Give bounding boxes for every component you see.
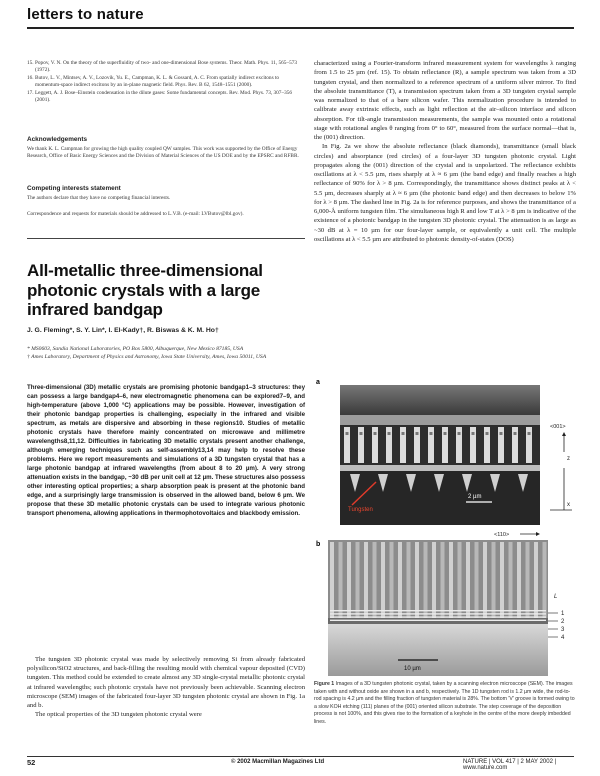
body-paragraph: In Fig. 2a we show the absolute reflectance (black diamonds), transmittance (small black circles) and absorptance (red circles) of a four-layer 3D tungsten photonic crystal. Light propagates along the (001) direction of the crystal and is unpolarized. The reflectance exhibits oscillations at λ < 5.5 µm, rises sharply at λ ≈ 6 µm (the band edge) and finally reaches a high reflectance of 90% for λ > 8 µm. Correspondingly, the transmittance shows distinct peaks at λ < 5.5 µm, decreases sharply at λ ≈ 6 µm (the photonic band edge) and then decreases to below 1% for λ > 8 µm. The dashed line in Fig. 2a is for reference purposes, and shows the transmittance of a 6,000-Å uniform tungsten film. The simultaneous high R and low T at λ > 8 µm is indicative of the existence of a photonic bandgap in the tungsten 3D photonic crystal. The attenuation is as large as ~30 dB at λ = 10 µm for our four-layer sample, or equivalently a unit cell. The multiple oscillations at λ < 5.5 µm are attributed to photonic density-of-states (DOS) (314, 143, 576, 243)
acknowledgements-text: We thank K. L. Campman for growing the high quality coupled QW samples. This work was supported by the Office of Energy Research, Office of Basic Energy Sciences and the Division of Material Sciences of the US DOE and by the EPSRC and RFBR. (27, 146, 299, 159)
rod-stripe (509, 542, 513, 618)
rod-notch (430, 432, 433, 435)
panel-a-label: a (316, 379, 320, 386)
figure-caption-text: Images of a 3D tungsten photonic crystal, taken by a scanning electron microscope (SEM). The images taken with and without oxide are shown in a and b, respectively. The 1D tungsten rod is 1.2 µm wide, the rod-to-rod spacing is 4.2 µm and the filling fraction of tungsten material is 28%. The bottom 'V' groove is formed owing to a slow KOH etching (111) planes of the (001) oriented silicon substrate. The step coverage of the deposition process is not 100%, and this gives rise to the formation of a keyhole in the centre of the more deeply imbedded lines. (314, 681, 575, 725)
rod-stripe (390, 542, 394, 618)
rod-stripe (424, 542, 428, 618)
rod-stripe (500, 542, 504, 618)
axis-001-label: <001> (550, 424, 566, 430)
layer-rod (330, 610, 546, 611)
rod-stripe (347, 542, 351, 618)
body-paragraph: The tungsten 3D photonic crystal was made by selectively removing Si from already fabricated polysilicon/SiO2 structures, and back-filling the resulting mould with chemical vapour deposited (CVD) tungsten. This method could be extended to create almost any 3D single-crystal metallic photonic crystal at infrared wavelengths; such photonic crystals have not previously been achievable. Scanning electron microscope (SEM) images of the fabricated four-layer 3D tungsten photonic crystal are shown in Fig. 1a and b. (27, 656, 305, 710)
rod-stripe (475, 542, 479, 618)
article-title: All-metallic three-dimensional photonic crystals with a large infrared bandgap (27, 261, 263, 319)
affiliation-item: * MS0603, Sandia National Laboratories, PO Box 5800, Albuquerque, New Mexico 87185, USA (27, 346, 244, 352)
reference-item: 15. Popov, V. N. On the theory of the superfluidity of two- and one-dimensional Bose systems. Theor. Math. Phys. 11, 565–573 (1972). (27, 60, 298, 73)
tungsten-label: Tungsten (348, 507, 373, 513)
layer-label: 3 (561, 627, 565, 633)
reference-list (27, 60, 305, 105)
figure-caption-label: Figure 1 (314, 681, 335, 687)
body-text-right (314, 59, 576, 244)
header-rule (27, 27, 574, 29)
sem-images (314, 370, 576, 680)
body-text-left (27, 655, 305, 719)
rod-notch (514, 432, 517, 435)
rod-notch (472, 432, 475, 435)
rod-notch (500, 432, 503, 435)
rod-stripe (517, 542, 521, 618)
layer-labels (548, 594, 565, 641)
rod-stripe (432, 542, 436, 618)
rod-stripe (356, 542, 360, 618)
layer-rod (330, 613, 546, 614)
rod-stripe (483, 542, 487, 618)
page-number: 52 (27, 758, 36, 767)
figure-caption (314, 681, 576, 726)
body-paragraph: The optical properties of the 3D tungsten photonic crystal were (35, 711, 202, 719)
reference-item: 17. Leggett, A. J. Bose–Einstein condensation in the dilute gases: Some fundamental concepts. Rev. Mod. Phys. 73, 307–356 (2001). (27, 90, 293, 103)
axis-x-label: x (567, 502, 570, 508)
rod-stripe (407, 542, 411, 618)
rod-stripe (339, 542, 343, 618)
layer-L-label: L (554, 594, 558, 600)
layer-label: 1 (561, 611, 565, 617)
rod-stripe (330, 542, 334, 618)
scale-bar-10um: 10 µm (404, 666, 421, 672)
axis-z-label: z (567, 456, 570, 462)
rod-notch (346, 432, 349, 435)
rod-notch (374, 432, 377, 435)
correspondence-text: Correspondence and requests for materials should be addressed to L.V.B. (e-mail: LVButov@lbl.gov). (27, 211, 244, 217)
rod-stripe (492, 542, 496, 618)
rod-stripe (364, 542, 368, 618)
rod-notch (402, 432, 405, 435)
competing-interests-text: The authors declare that they have no competing financial interests. (27, 195, 171, 201)
rod-stripe (415, 542, 419, 618)
scale-bar-2um: 2 µm (468, 494, 482, 500)
acknowledgements-heading: Acknowledgements (27, 136, 88, 143)
journal-info: NATURE | VOL 417 | 2 MAY 2002 | www.nature.com (463, 759, 557, 771)
rod-stripe (526, 542, 530, 618)
rod-notch (388, 432, 391, 435)
copyright: © 2002 Macmillan Magazines Ltd (231, 759, 325, 765)
rod-notch (360, 432, 363, 435)
sem-image-b (328, 540, 548, 676)
reference-item: 16. Butov, L. V., Mintsev, A. V., Lozovik, Yu. E., Campman, K. L. & Gossard, A. C. From spatially indirect excitons to momentum-space indirect excitons by an in-plane magnetic field. Phys. Rev. B 62, 1548–1551 (2000). (27, 75, 280, 88)
section-divider (27, 238, 305, 239)
rod-stripe (449, 542, 453, 618)
layer-label: 2 (561, 619, 565, 625)
running-header: letters to nature (27, 6, 144, 23)
author-list: J. G. Fleming*, S. Y. Lin*, I. El-Kady†, R. Biswas & K. M. Ho† (27, 327, 219, 334)
footer-rule (27, 756, 574, 757)
panel-b-label: b (316, 541, 321, 548)
rod-notch (444, 432, 447, 435)
layer-label: 4 (561, 635, 565, 641)
rod-stripe (543, 542, 547, 618)
rod-stripe (466, 542, 470, 618)
layer-rod (330, 616, 546, 617)
rod-stripe (373, 542, 377, 618)
layer-rod (330, 620, 546, 621)
body-paragraph: characterized using a Fourier-transform infrared measurement system for wavelengths λ ranging from 1.5 to 25 µm (ref. 15). To obtain reflectance (R), a sample spectrum was taken from a 3D tungsten crystal, and then normalized to a reference spectrum of a uniform silver mirror. To find the absolute transmittance (T), a transmission spectrum taken from a 3D tungsten crystal sample was normalized to that of a bare silicon wafer. This normalization procedure is intended to calibrate away extrinsic effects, such as light reflection at the air–silicon interface and silicon absorption. For tilt-angle transmission measurements, the sample was mounted onto a rotational stage with rotational angles θ ranging from 0° to 60°, measured from the surface normal—that is, the (001) direction. (314, 60, 576, 141)
affiliation-item: † Ames Laboratory, Department of Physics and Astronomy, Iowa State University, Ames, Iowa 50011, USA (27, 354, 267, 360)
abstract: Three-dimensional (3D) metallic crystals are promising photonic bandgap1–3 structures: they can possess a large bandgap4–6, new electromagnetic phenomena can be explored7–9, and high-temperature (above 1,000 °C) applications may be possible. However, investigation of their photonic bandgap properties is challenging, especially in the infrared and visible spectrum, as metals are dispersive and absorbing in these regions10. Studies of metallic photonic crystals have therefore mainly concentrated on microwave and millimetre wavelengths8,11,12. Difficulties in fabricating 3D metallic crystals present another challenge, although emerging techniques such as self-assembly13,14 may help to resolve these problems. Here we report measurements and simulations of a 3D tungsten crystal that has a large photonic bandgap at infrared wavelengths (from about 8 to 20 µm). A very strong attenuation exists in the bandgap, ~30 dB per unit cell at 12 µm. These structures also possess other interesting optical properties; a sharp absorption peak is present at the photonic band edge, and a surprisingly large transmission is observed in the allowed band, below 6 µm. We propose that these 3D metallic photonic crystals can be used to integrate various photonic transport phenomena, allowing applications in thermophotovoltaics and blackbody emission. (27, 384, 305, 517)
competing-interests-heading: Competing interests statement (27, 185, 121, 192)
rod-stripe (441, 542, 445, 618)
rod-stripe (534, 542, 538, 618)
rod-stripe (458, 542, 462, 618)
rod-notch (416, 432, 419, 435)
rod-notch (528, 432, 531, 435)
affiliations (27, 345, 305, 361)
axis-110-label: <110> (494, 532, 510, 538)
rod-notch (458, 432, 461, 435)
sem-image-a (340, 385, 540, 525)
rod-notch (486, 432, 489, 435)
rod-stripe (398, 542, 402, 618)
rod-stripe (381, 542, 385, 618)
